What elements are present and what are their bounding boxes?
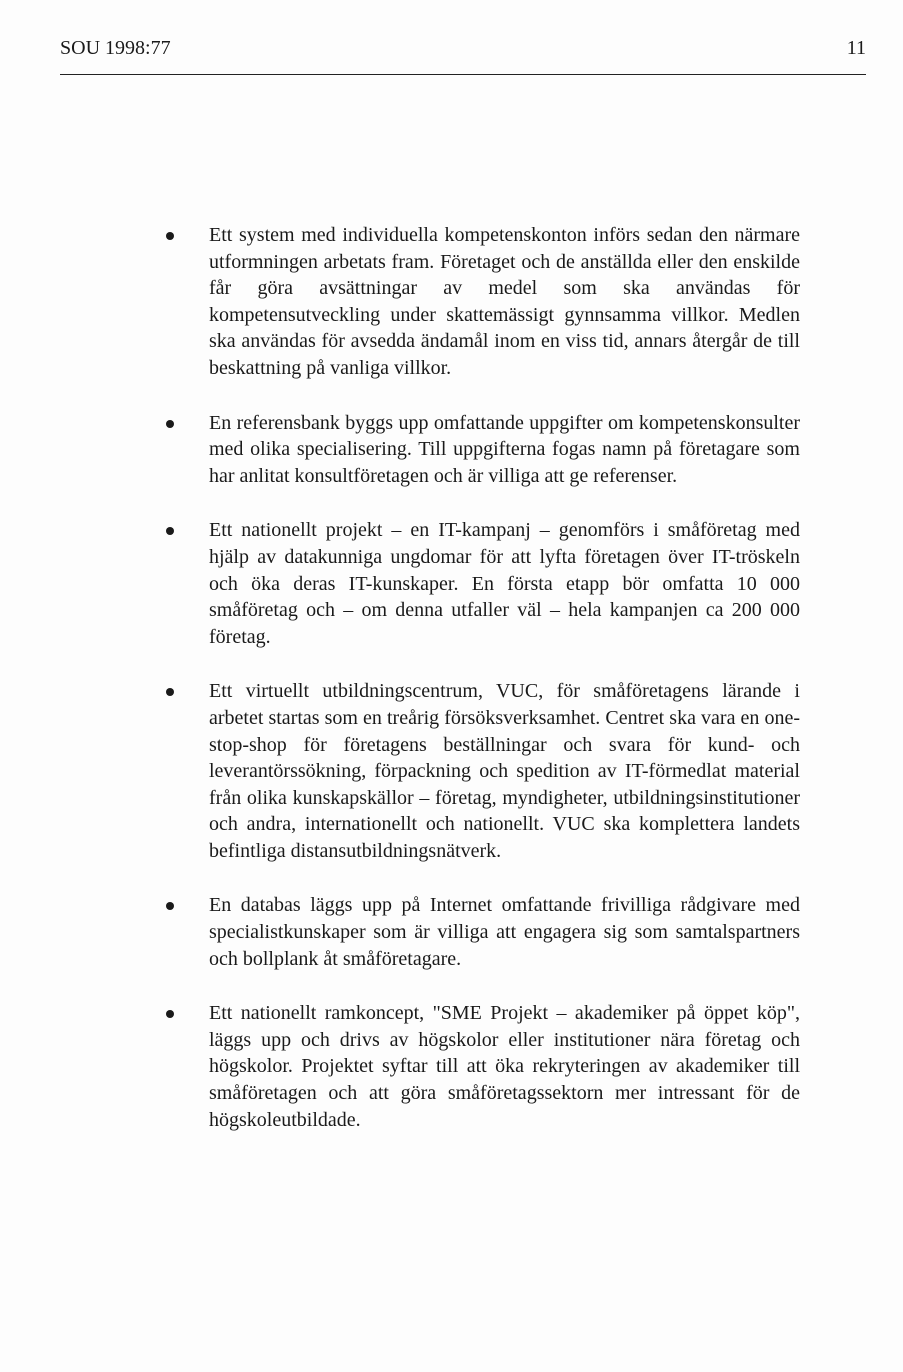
list-item-text: Ett nationellt projekt – en IT-kampanj – genomförs i småföretag med hjälp av datakunniga ungdomar för att lyfta företagen över IT-tröskeln och öka deras IT-kunskaper. En första etapp bör omfatta 10 000 småföretag och – om denna utfaller väl – hela kampanjen ca 200 000 företag. — [209, 519, 800, 648]
list-item-text: En referensbank byggs upp omfattande uppgifter om kompetenskonsulter med olika specialisering. Till uppgifterna fogas namn på företagare som har anlitat konsultföretagen och är villiga att ge referenser. — [209, 411, 800, 487]
page-header — [60, 36, 866, 60]
list-item — [160, 222, 800, 382]
header-divider — [60, 74, 866, 75]
list-item — [160, 1000, 800, 1133]
list-item — [160, 892, 800, 972]
list-item — [160, 517, 800, 650]
page-number: 11 — [846, 37, 866, 59]
bullet-icon — [166, 527, 174, 535]
list-item — [160, 410, 800, 490]
bullet-icon — [166, 1010, 174, 1018]
bullet-icon — [166, 902, 174, 910]
proposal-list — [160, 222, 800, 1133]
list-item-text: Ett virtuellt utbildningscentrum, VUC, för småföretagens lärande i arbetet startas som en treårig försöksverksamhet. Centret ska vara en one-stop-shop för företagens beställningar och svara för kund- och leverantörssökning, förpackning och spedition av IT-förmedlat material från olika kunskapskällor – företag, myndigheter, utbildningsinstitutioner och andra, internationellt och nationellt. VUC ska komplettera landets befintliga distansutbildningsnätverk. — [209, 680, 800, 862]
list-item-text: Ett nationellt ramkoncept, "SME Projekt – akademiker på öppet köp", läggs upp och drivs av högskolor eller institutioner nära företag och högskolor. Projektet syftar till att öka rekryteringen av akademiker till småföretagen och att göra småföretagssektorn mer intressant för de högskoleutbildade. — [209, 1002, 800, 1131]
list-item — [160, 678, 800, 864]
bullet-icon — [166, 688, 174, 696]
bullet-icon — [166, 420, 174, 428]
document-reference: SOU 1998:77 — [60, 37, 171, 59]
list-item-text: Ett system med individuella kompetenskonton införs sedan den närmare utformningen arbetats fram. Företaget och de anställda eller den enskilde får göra avsättningar av medel som ska användas för kompetensutveckling under skattemässigt gynnsamma villkor. Medlen ska användas för avsedda ändamål inom en viss tid, annars återgår de till beskattning på vanliga villkor. — [209, 224, 800, 379]
bullet-icon — [166, 232, 174, 240]
list-item-text: En databas läggs upp på Internet omfattande frivilliga rådgivare med specialistkunskaper som är villiga att engagera sig som samtalspartners och bollplank åt småföretagare. — [209, 894, 800, 970]
